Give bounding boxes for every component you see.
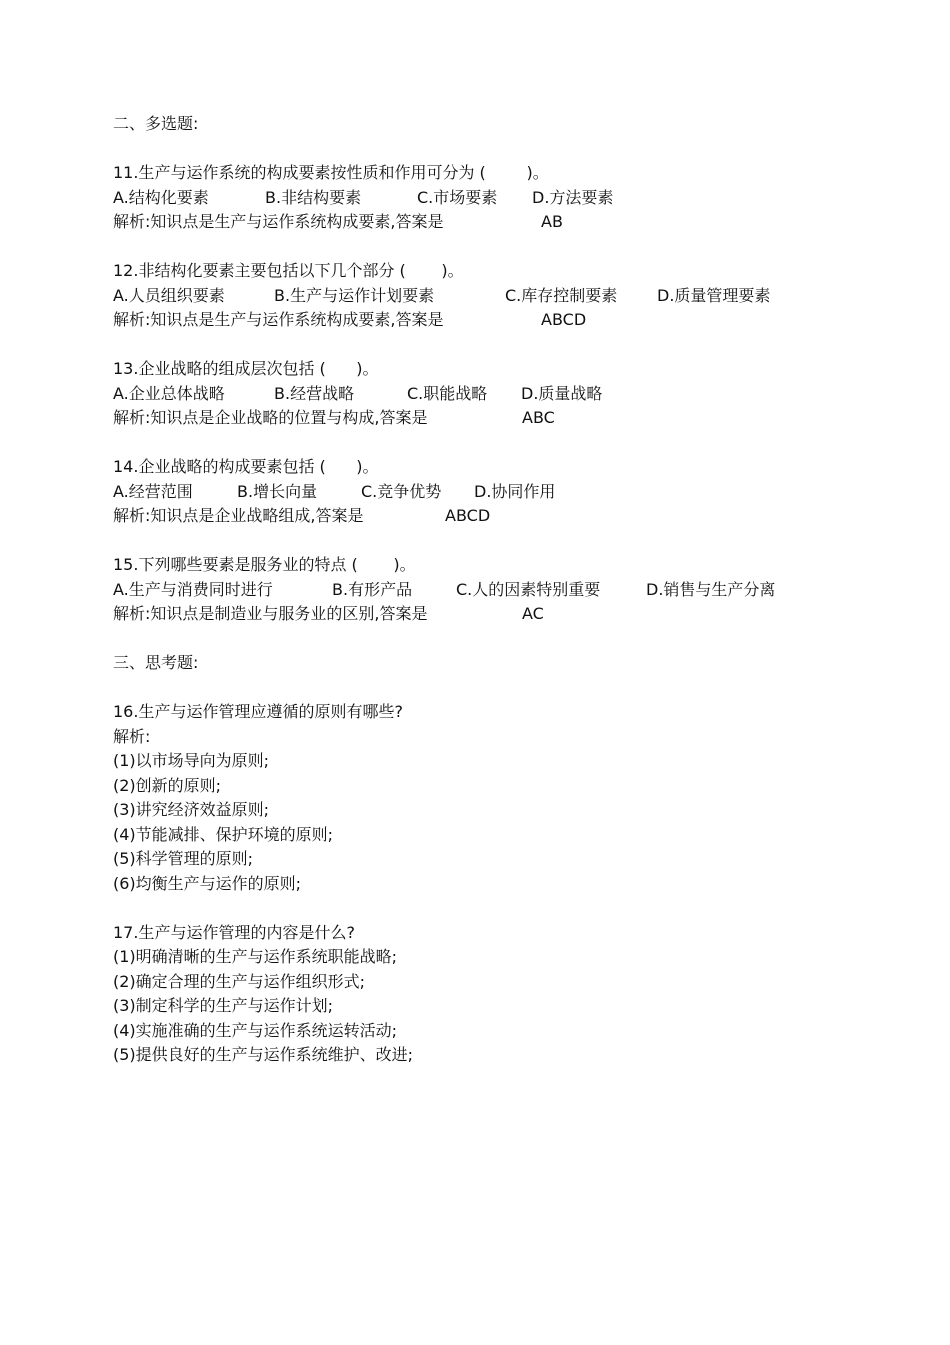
- answer-value: ABC: [522, 408, 555, 427]
- analysis-text: 解析:知识点是生产与运作系统构成要素,答案是: [113, 212, 444, 231]
- list-item: (2)创新的原则;: [113, 775, 222, 795]
- option-b: B.经营战略: [274, 383, 355, 403]
- option-b: B.有形产品: [332, 579, 413, 599]
- analysis-text: 解析:知识点是制造业与服务业的区别,答案是: [113, 604, 428, 623]
- question-12: [113, 259, 913, 333]
- answer-value: ABCD: [541, 310, 587, 329]
- question-11: [113, 161, 913, 235]
- answer-value: AC: [522, 604, 544, 623]
- question-options: [113, 382, 913, 407]
- option-c: C.库存控制要素: [505, 285, 618, 305]
- question-stem: 11.生产与运作系统的构成要素按性质和作用可分为 ( )。: [113, 163, 549, 182]
- question-options: [113, 578, 913, 603]
- question-stem: 12.非结构化要素主要包括以下几个部分 ( )。: [113, 261, 464, 280]
- option-b: B.生产与运作计划要素: [274, 285, 435, 305]
- question-stem: 16.生产与运作管理应遵循的原则有哪些?: [113, 702, 403, 721]
- option-d: D.协同作用: [474, 481, 556, 501]
- option-d: D.销售与生产分离: [646, 579, 776, 599]
- option-d: D.质量战略: [521, 383, 603, 403]
- question-analysis: [113, 602, 913, 627]
- question-options: [113, 186, 913, 211]
- question-options: [113, 480, 913, 505]
- analysis-text: 解析:知识点是企业战略组成,答案是: [113, 506, 364, 525]
- option-c: C.市场要素: [417, 187, 498, 207]
- section-title-multiple-choice: 二、多选题:: [113, 114, 199, 133]
- option-a: A.经营范围: [113, 481, 193, 501]
- answer-value: ABCD: [445, 506, 491, 525]
- analysis-text: 解析:知识点是生产与运作系统构成要素,答案是: [113, 310, 444, 329]
- section-title-thinking-questions: 三、思考题:: [113, 653, 199, 672]
- question-analysis: [113, 210, 913, 235]
- question-17: [113, 921, 913, 1068]
- option-d: D.质量管理要素: [657, 285, 771, 305]
- list-item: (3)制定科学的生产与运作计划;: [113, 996, 334, 1015]
- list-item: (4)节能减排、保护环境的原则;: [113, 824, 334, 844]
- list-item: (1)以市场导向为原则;: [113, 751, 270, 770]
- question-analysis: [113, 308, 913, 333]
- option-b: B.增长向量: [237, 481, 318, 501]
- analysis-label: 解析:: [113, 726, 151, 746]
- question-16: [113, 700, 913, 896]
- option-d: D.方法要素: [532, 187, 614, 207]
- list-item: (2)确定合理的生产与运作组织形式;: [113, 971, 366, 991]
- list-item: (5)科学管理的原则;: [113, 849, 254, 868]
- question-14: [113, 455, 913, 529]
- option-a: A.生产与消费同时进行: [113, 579, 273, 599]
- question-15: [113, 553, 913, 627]
- question-analysis: [113, 406, 913, 431]
- option-c: C.职能战略: [407, 383, 488, 403]
- question-analysis: [113, 504, 913, 529]
- analysis-text: 解析:知识点是企业战略的位置与构成,答案是: [113, 408, 428, 427]
- option-a: A.企业总体战略: [113, 383, 225, 403]
- question-stem: 17.生产与运作管理的内容是什么?: [113, 922, 355, 942]
- question-13: [113, 357, 913, 431]
- list-item: (5)提供良好的生产与运作系统维护、改进;: [113, 1045, 414, 1064]
- list-item: (1)明确清晰的生产与运作系统职能战略;: [113, 947, 398, 966]
- option-c: C.竞争优势: [361, 481, 442, 501]
- list-item: (4)实施准确的生产与运作系统运转活动;: [113, 1020, 398, 1040]
- document-page: [113, 112, 913, 1068]
- option-a: A.人员组织要素: [113, 285, 225, 305]
- answer-value: AB: [541, 212, 563, 231]
- question-options: [113, 284, 913, 309]
- list-item: (3)讲究经济效益原则;: [113, 800, 270, 819]
- question-stem: 15.下列哪些要素是服务业的特点 ( )。: [113, 555, 416, 574]
- option-b: B.非结构要素: [265, 187, 362, 207]
- list-item: (6)均衡生产与运作的原则;: [113, 873, 302, 893]
- option-c: C.人的因素特别重要: [456, 579, 601, 599]
- question-stem: 13.企业战略的组成层次包括 ( )。: [113, 359, 379, 378]
- option-a: A.结构化要素: [113, 187, 209, 207]
- question-stem: 14.企业战略的构成要素包括 ( )。: [113, 457, 379, 476]
